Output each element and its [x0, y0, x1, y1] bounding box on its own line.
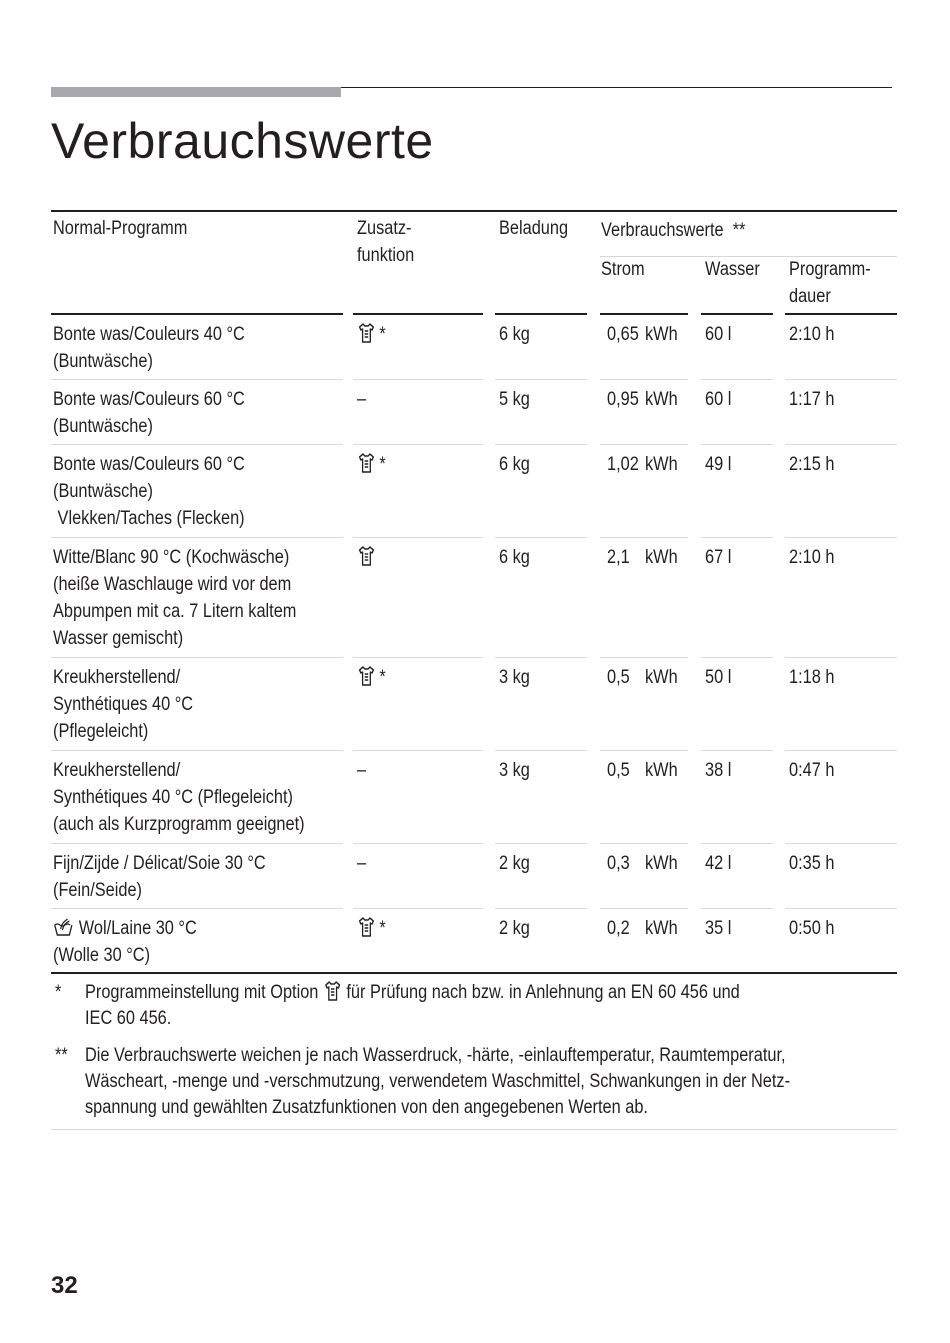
header-beladung: Beladung [499, 218, 569, 239]
cell-strom-value: 0,65 [607, 324, 639, 345]
cell-dauer: 1:18 h [789, 667, 835, 688]
programm-line [53, 718, 193, 745]
shirt-icon [357, 665, 376, 687]
row-divider [51, 843, 343, 844]
row-divider [495, 908, 587, 909]
top-accent-bar [51, 87, 341, 97]
zusatz-text: * [379, 667, 386, 688]
footnote-mark: ** [55, 1045, 68, 1066]
header-programm: Normal-Programm [53, 218, 188, 239]
row-divider [701, 750, 773, 751]
cell-beladung: 3 kg [499, 667, 530, 688]
programm-line [53, 321, 245, 348]
zusatz-text: – [357, 760, 367, 781]
cell-strom-unit: kWh [645, 918, 678, 939]
header-zusatz-line2: funktion [357, 245, 415, 266]
shirt-icon [357, 916, 376, 938]
cell-wasser: 35 l [705, 918, 732, 939]
row-divider [353, 379, 483, 380]
cell-zusatz [357, 664, 386, 691]
cell-programm [53, 664, 193, 745]
cell-strom-unit: kWh [645, 853, 678, 874]
row-divider [353, 657, 483, 658]
row-divider [495, 657, 587, 658]
header-bottom-rule [495, 313, 587, 315]
row-divider [353, 537, 483, 538]
programm-line [53, 544, 296, 571]
programm-line [53, 413, 245, 440]
row-divider [600, 843, 688, 844]
programm-line [53, 625, 296, 652]
table-bottom-rule [51, 972, 897, 974]
shirt-icon [357, 322, 376, 344]
cell-beladung: 3 kg [499, 760, 530, 781]
header-wasser: Wasser [705, 259, 760, 280]
row-divider [785, 657, 897, 658]
cell-wasser: 60 l [705, 389, 732, 410]
page-number: 32 [51, 1272, 78, 1299]
row-divider [495, 750, 587, 751]
wool-hand-wash-icon [53, 917, 74, 937]
shirt-icon [357, 452, 376, 474]
programm-line-text: Abpumpen mit ca. 7 Litern kaltem [53, 601, 297, 622]
cell-wasser: 49 l [705, 454, 732, 475]
row-divider [51, 537, 343, 538]
row-divider [353, 444, 483, 445]
zusatz-text: – [357, 853, 367, 874]
cell-programm [53, 386, 245, 440]
programm-line [53, 664, 193, 691]
cell-zusatz [357, 451, 386, 478]
programm-line [53, 571, 296, 598]
cell-dauer: 2:10 h [789, 547, 835, 568]
programm-line [53, 386, 245, 413]
cell-wasser: 42 l [705, 853, 732, 874]
programm-line-text: Vlekken/Taches (Flecken) [53, 508, 245, 529]
header-bottom-rule [51, 313, 343, 315]
programm-line [53, 850, 266, 877]
programm-line [53, 451, 245, 478]
programm-line [53, 784, 305, 811]
cell-programm [53, 757, 305, 838]
row-divider [785, 379, 897, 380]
cell-wasser: 38 l [705, 760, 732, 781]
cell-dauer: 2:10 h [789, 324, 835, 345]
programm-line-text: (Buntwäsche) [53, 481, 153, 502]
row-divider [600, 750, 688, 751]
cell-strom-value: 0,5 [607, 760, 630, 781]
header-dauer-line1: Programm- [789, 259, 871, 280]
cell-programm [53, 451, 245, 532]
cell-beladung: 2 kg [499, 918, 530, 939]
row-divider [785, 444, 897, 445]
cell-dauer: 0:35 h [789, 853, 835, 874]
row-divider [51, 657, 343, 658]
cell-beladung: 6 kg [499, 547, 530, 568]
cell-wasser: 67 l [705, 547, 732, 568]
row-divider [495, 843, 587, 844]
header-bottom-rule [785, 313, 897, 315]
footnote-text [85, 980, 889, 1032]
programm-line-text: Wol/Laine 30 °C [78, 918, 197, 939]
cell-strom-value: 0,3 [607, 853, 630, 874]
page-title: Verbrauchswerte [51, 113, 434, 169]
cell-programm [53, 321, 245, 375]
programm-line-text: Witte/Blanc 90 °C (Kochwäsche) [53, 547, 290, 568]
footnote-mark: * [55, 982, 62, 1003]
programm-line-text: Kreukherstellend/ [53, 667, 181, 688]
zusatz-text: * [379, 454, 386, 475]
cell-zusatz [357, 544, 376, 571]
cell-strom-unit: kWh [645, 760, 678, 781]
cell-dauer: 0:47 h [789, 760, 835, 781]
cell-strom-unit: kWh [645, 454, 678, 475]
programm-line-text: (Pflegeleicht) [53, 721, 149, 742]
footnote-rule [51, 1129, 897, 1130]
cell-strom-unit: kWh [645, 389, 678, 410]
programm-line-text: Bonte was/Couleurs 60 °C [53, 454, 245, 475]
cell-zusatz [357, 757, 366, 784]
row-divider [701, 657, 773, 658]
footnote-text: Die Verbrauchswerte weichen je nach Wasserdruck, -härte, -einlauftemperatur, Raumtemperatur, Wäscheart, -menge und -verschmutzung, verwendetem Waschmittel, Schwankungen in der Netz- spannung und gewählten Zusatzfunktionen von den angegebenen Werten ab. [85, 1045, 791, 1118]
cell-wasser: 50 l [705, 667, 732, 688]
programm-line [53, 811, 305, 838]
cell-dauer: 2:15 h [789, 454, 835, 475]
programm-line-text: (Wolle 30 °C) [53, 945, 151, 966]
cell-strom-unit: kWh [645, 667, 678, 688]
cell-zusatz [357, 915, 386, 942]
row-divider [785, 750, 897, 751]
cell-strom-value: 0,2 [607, 918, 630, 939]
cell-strom-value: 1,02 [607, 454, 639, 475]
programm-line-text: Kreukherstellend/ [53, 760, 181, 781]
zusatz-text: * [379, 918, 386, 939]
cell-zusatz [357, 386, 366, 413]
cell-beladung: 5 kg [499, 389, 530, 410]
row-divider [600, 657, 688, 658]
row-divider [600, 908, 688, 909]
row-divider [51, 908, 343, 909]
header-strom: Strom [601, 259, 645, 280]
row-divider [785, 908, 897, 909]
row-divider [701, 843, 773, 844]
cell-beladung: 2 kg [499, 853, 530, 874]
programm-line [53, 478, 245, 505]
footnote-text-before: Programmeinstellung mit Option [85, 982, 323, 1003]
row-divider [495, 444, 587, 445]
programm-line-text: Fijn/Zijde / Délicat/Soie 30 °C [53, 853, 266, 874]
header-bottom-rule [701, 313, 773, 315]
row-divider [51, 750, 343, 751]
header-bottom-rule [600, 313, 688, 315]
row-divider [701, 908, 773, 909]
zusatz-text: * [379, 324, 386, 345]
row-divider [51, 444, 343, 445]
cell-strom-value: 0,95 [607, 389, 639, 410]
header-verbrauch: Verbrauchswerte ** [601, 220, 746, 241]
programm-line-text: Bonte was/Couleurs 40 °C [53, 324, 245, 345]
cell-programm [53, 544, 296, 652]
cell-strom-unit: kWh [645, 547, 678, 568]
cell-strom-value: 0,5 [607, 667, 630, 688]
cell-wasser: 60 l [705, 324, 732, 345]
row-divider [353, 843, 483, 844]
cell-zusatz [357, 321, 386, 348]
row-divider [600, 444, 688, 445]
programm-line [53, 691, 193, 718]
cell-dauer: 0:50 h [789, 918, 835, 939]
programm-line-text: Wasser gemischt) [53, 628, 184, 649]
programm-line [53, 348, 245, 375]
row-divider [51, 379, 343, 380]
row-divider [353, 908, 483, 909]
row-divider [701, 379, 773, 380]
programm-line [53, 505, 245, 532]
header-bottom-rule [353, 313, 483, 315]
programm-line-text: (Buntwäsche) [53, 351, 153, 372]
shirt-icon [357, 545, 376, 567]
programm-line-text: Bonte was/Couleurs 60 °C [53, 389, 245, 410]
row-divider [353, 750, 483, 751]
table-top-rule [51, 210, 897, 212]
row-divider [600, 379, 688, 380]
cell-programm [53, 915, 197, 969]
row-divider [785, 537, 897, 538]
cell-beladung: 6 kg [499, 454, 530, 475]
cell-strom-value: 2,1 [607, 547, 630, 568]
footnote-text-after: für Prüfung nach bzw. in Anlehnung an EN 60 456 und IEC 60 456. [85, 982, 740, 1029]
programm-line-text: Synthétiques 40 °C [53, 694, 194, 715]
programm-line [53, 877, 266, 904]
row-divider [600, 537, 688, 538]
header-zusatz-line1: Zusatz- [357, 218, 412, 239]
programm-line [53, 915, 197, 942]
cell-beladung: 6 kg [499, 324, 530, 345]
row-divider [495, 379, 587, 380]
programm-line-text: Synthétiques 40 °C (Pflegeleicht) [53, 787, 293, 808]
programm-line [53, 942, 197, 969]
row-divider [495, 537, 587, 538]
programm-line-text: (Fein/Seide) [53, 880, 143, 901]
shirt-icon [323, 980, 342, 1002]
programm-line [53, 757, 305, 784]
cell-programm [53, 850, 266, 904]
programm-line-text: (heiße Waschlauge wird vor dem [53, 574, 292, 595]
row-divider [701, 537, 773, 538]
row-divider [785, 843, 897, 844]
cell-dauer: 1:17 h [789, 389, 835, 410]
programm-line-text: (Buntwäsche) [53, 416, 153, 437]
header-dauer-line2: dauer [789, 286, 831, 307]
programm-line-text: (auch als Kurzprogramm geeignet) [53, 814, 305, 835]
cell-zusatz [357, 850, 366, 877]
programm-line [53, 598, 296, 625]
zusatz-text: – [357, 389, 367, 410]
cell-strom-unit: kWh [645, 324, 678, 345]
row-divider [701, 444, 773, 445]
